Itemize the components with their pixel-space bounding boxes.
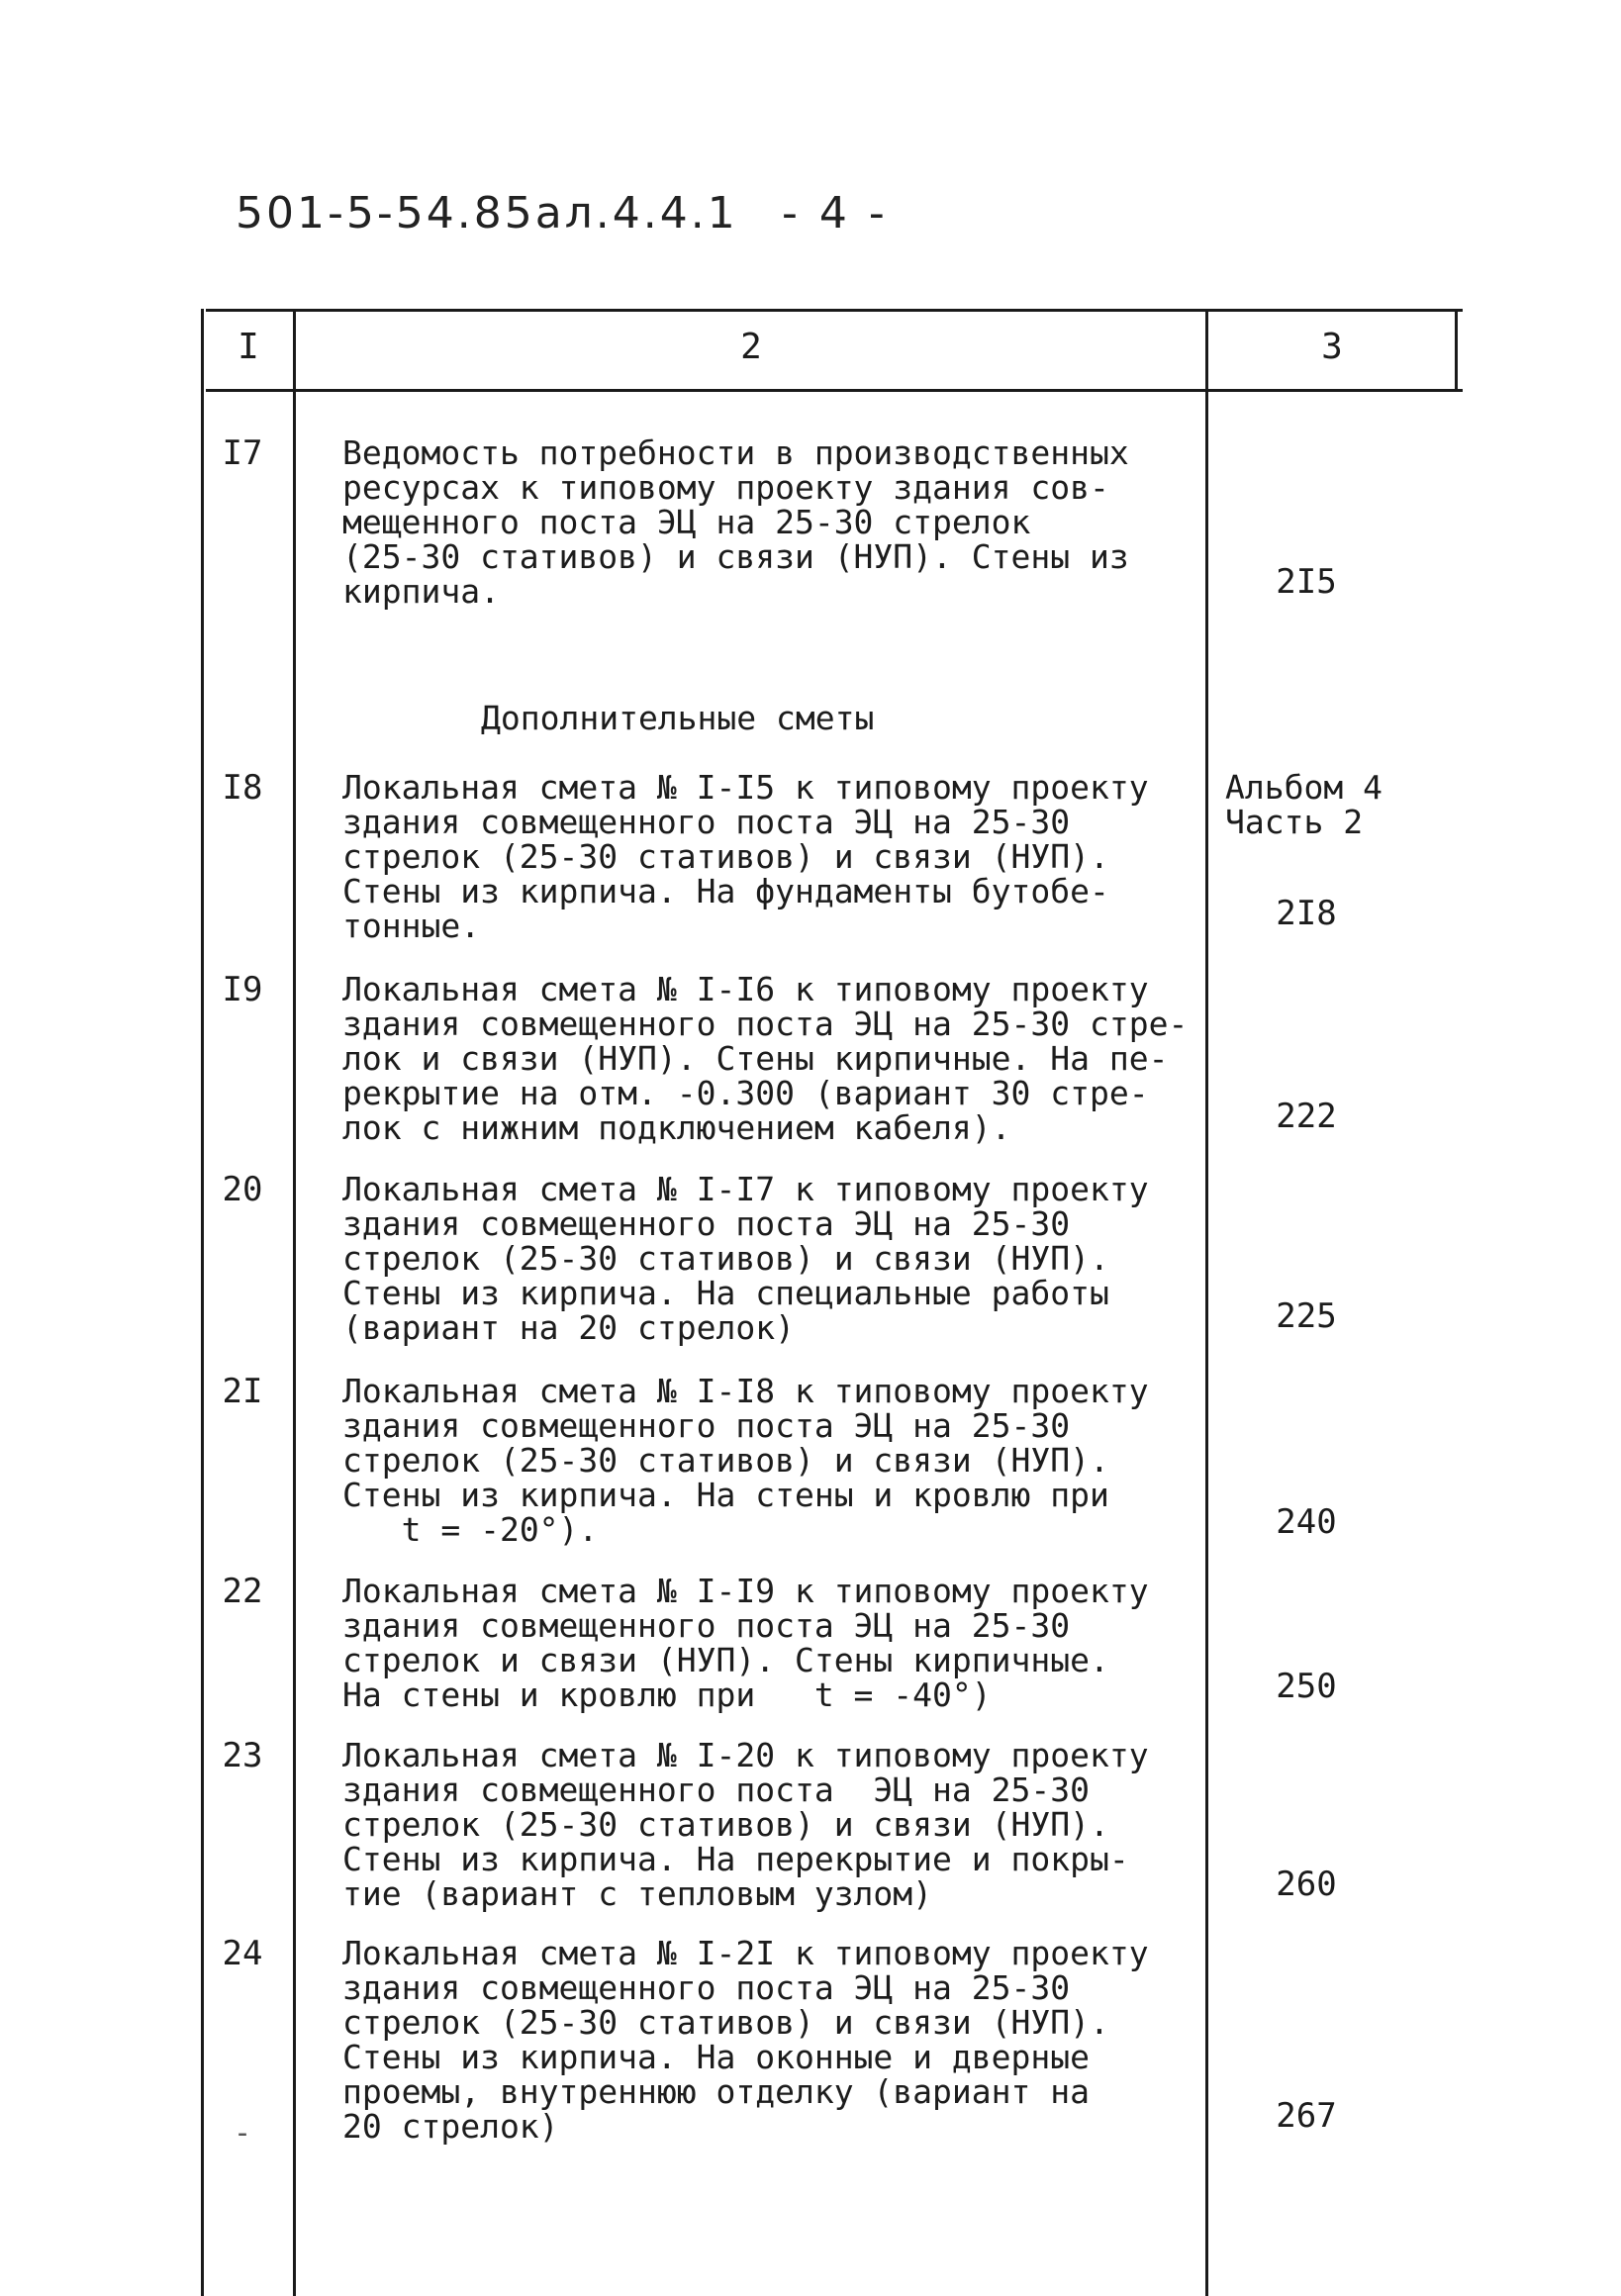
section-heading: Дополнительные сметы xyxy=(481,699,875,737)
table-top-border xyxy=(206,309,1463,312)
row-number: 22 xyxy=(222,1572,263,1611)
row-page-ref: 2I5 xyxy=(1276,562,1337,602)
row-number: I7 xyxy=(222,433,263,473)
row-description: Локальная смета № I-I9 к типовому проекту здания совмещенного поста ЭЦ на 25-30 стрелок и связи (НУП). Стены кирпичные. На стены и кровлю при t = -40°) xyxy=(342,1572,1149,1714)
row-page-ref: 267 xyxy=(1276,2096,1337,2136)
margin-mark: - xyxy=(234,2116,252,2151)
row-description: Локальная смета № I-20 к типовому проекту здания совмещенного поста ЭЦ на 25-30 стрелок (25-30 стативов) и связи (НУП). Стены из кирпича. На перекрытие и покры- тие (вариант с тепловым узлом) xyxy=(342,1736,1149,1913)
row-page-ref: 222 xyxy=(1276,1097,1337,1136)
page-number: - 4 - xyxy=(782,188,889,239)
row-description: Локальная смета № I-I7 к типовому проекту здания совмещенного поста ЭЦ на 25-30 стрелок (25-30 стативов) и связи (НУП). Стены из кирпича. На специальные работы (вариант на 20 стрелок) xyxy=(342,1170,1149,1347)
row-page-ref: 260 xyxy=(1276,1865,1337,1904)
row-number: 24 xyxy=(222,1934,263,1973)
document-code: 501-5-54.85ал.4.4.1 xyxy=(236,188,738,239)
row-number: 23 xyxy=(222,1736,263,1775)
column-rule-left xyxy=(201,309,204,2296)
row-description: Ведомость потребности в производственных ресурсах к типовому проекту здания сов- мещенного поста ЭЦ на 25-30 стрелок (25-30 стативов) и связи (НУП). Стены из кирпича. xyxy=(342,433,1129,611)
row-page-ref: 240 xyxy=(1276,1502,1337,1542)
row-page-ref: 2I8 xyxy=(1276,894,1337,933)
column-rule-1-2 xyxy=(293,309,296,2296)
table-header-divider xyxy=(206,389,1463,392)
row-album-ref: Альбом 4 Часть 2 xyxy=(1225,768,1383,841)
row-description: Локальная смета № I-I8 к типовому проекту здания совмещенного поста ЭЦ на 25-30 стрелок (25-30 стативов) и связи (НУП). Стены из кирпича. На стены и кровлю при t = -20°). xyxy=(342,1372,1149,1549)
row-description: Локальная смета № I-2I к типовому проекту здания совмещенного поста ЭЦ на 25-30 стрелок (25-30 стативов) и связи (НУП). Стены из кирпича. На оконные и дверные проемы, внутреннюю отделку (вариант на 20 стрелок) xyxy=(342,1934,1149,2146)
row-page-ref: 250 xyxy=(1276,1667,1337,1706)
row-number: 20 xyxy=(222,1170,263,1209)
column-header-2: 2 xyxy=(740,327,762,367)
column-header-1: I xyxy=(238,327,259,367)
row-number: I8 xyxy=(222,768,263,808)
row-description: Локальная смета № I-I6 к типовому проекту здания совмещенного поста ЭЦ на 25-30 стре- лок и связи (НУП). Стены кирпичные. На пе- рекрытие на отм. -0.300 (вариант 30 стре- лок с нижним подключением кабеля). xyxy=(342,970,1189,1147)
row-description: Локальная смета № I-I5 к типовому проекту здания совмещенного поста ЭЦ на 25-30 стрелок (25-30 стативов) и связи (НУП). Стены из кирпича. На фундаменты бутобе- тонные. xyxy=(342,768,1149,945)
row-page-ref: 225 xyxy=(1276,1296,1337,1336)
row-number: I9 xyxy=(222,970,263,1009)
column-header-3: 3 xyxy=(1321,327,1343,367)
row-number: 2I xyxy=(222,1372,263,1411)
